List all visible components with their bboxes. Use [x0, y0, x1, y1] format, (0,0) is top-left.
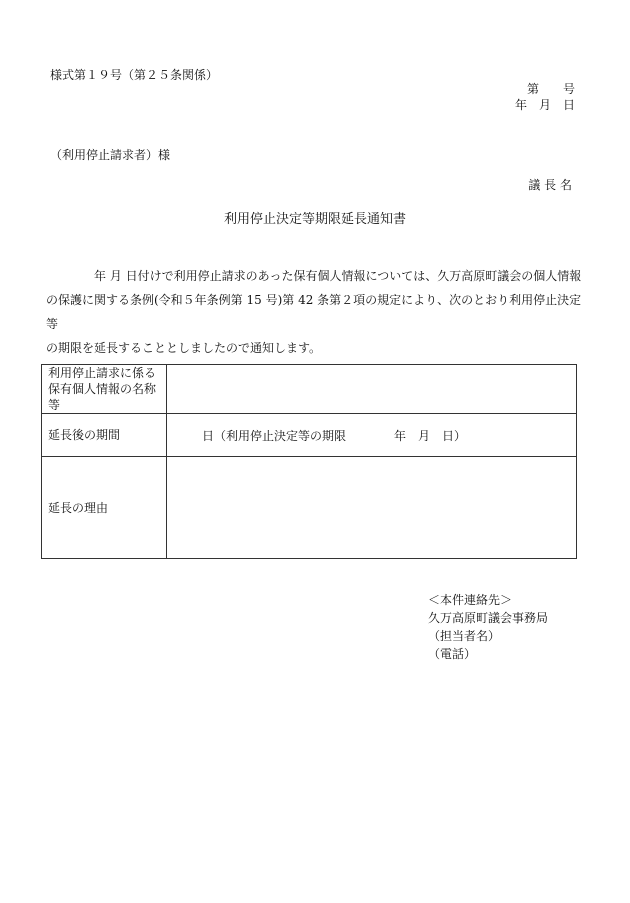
table-row [42, 365, 577, 414]
reason-value [167, 457, 577, 559]
extension-details-table [41, 364, 577, 559]
body-line-3: の期限を延長することとしましたので通知します。 [46, 341, 322, 355]
contact-phone: （電話） [428, 647, 477, 661]
document-number: 第 号 [526, 82, 575, 96]
contact-office: 久万高原町議会事務局 [428, 611, 549, 625]
document-title: 利用停止決定等期限延長通知書 [223, 212, 406, 227]
contact-person: （担当者名） [428, 629, 501, 643]
contact-block [428, 591, 548, 663]
document-date: 年 月 日 [514, 98, 575, 112]
contact-heading: ＜本件連絡先＞ [428, 593, 513, 607]
reason-label: 延長の理由 [42, 457, 167, 559]
info-name-label: 利用停止請求に係る 保有個人情報の名称 等 [42, 365, 167, 414]
period-label: 延長後の期間 [42, 414, 167, 457]
table-row [42, 457, 577, 559]
period-value: 日（利用停止決定等の期限 年 月 日） [167, 414, 577, 457]
body-line-2: の保護に関する条例(令和５年条例第 15 号)第 42 条第２項の規定により、次のとおり利用停止決定等 [46, 293, 582, 331]
chairperson-name: 議 長 名 [528, 178, 572, 192]
table-row [42, 414, 577, 457]
body-line-1: 年 月 日付けで利用停止請求のあった保有個人情報については、久万高原町議会の個人情報 [94, 269, 582, 283]
form-number: 様式第１９号（第２５条関係） [50, 68, 219, 82]
info-name-value [167, 365, 577, 414]
addressee: （利用停止請求者）様 [50, 148, 171, 162]
notice-body [46, 264, 582, 360]
